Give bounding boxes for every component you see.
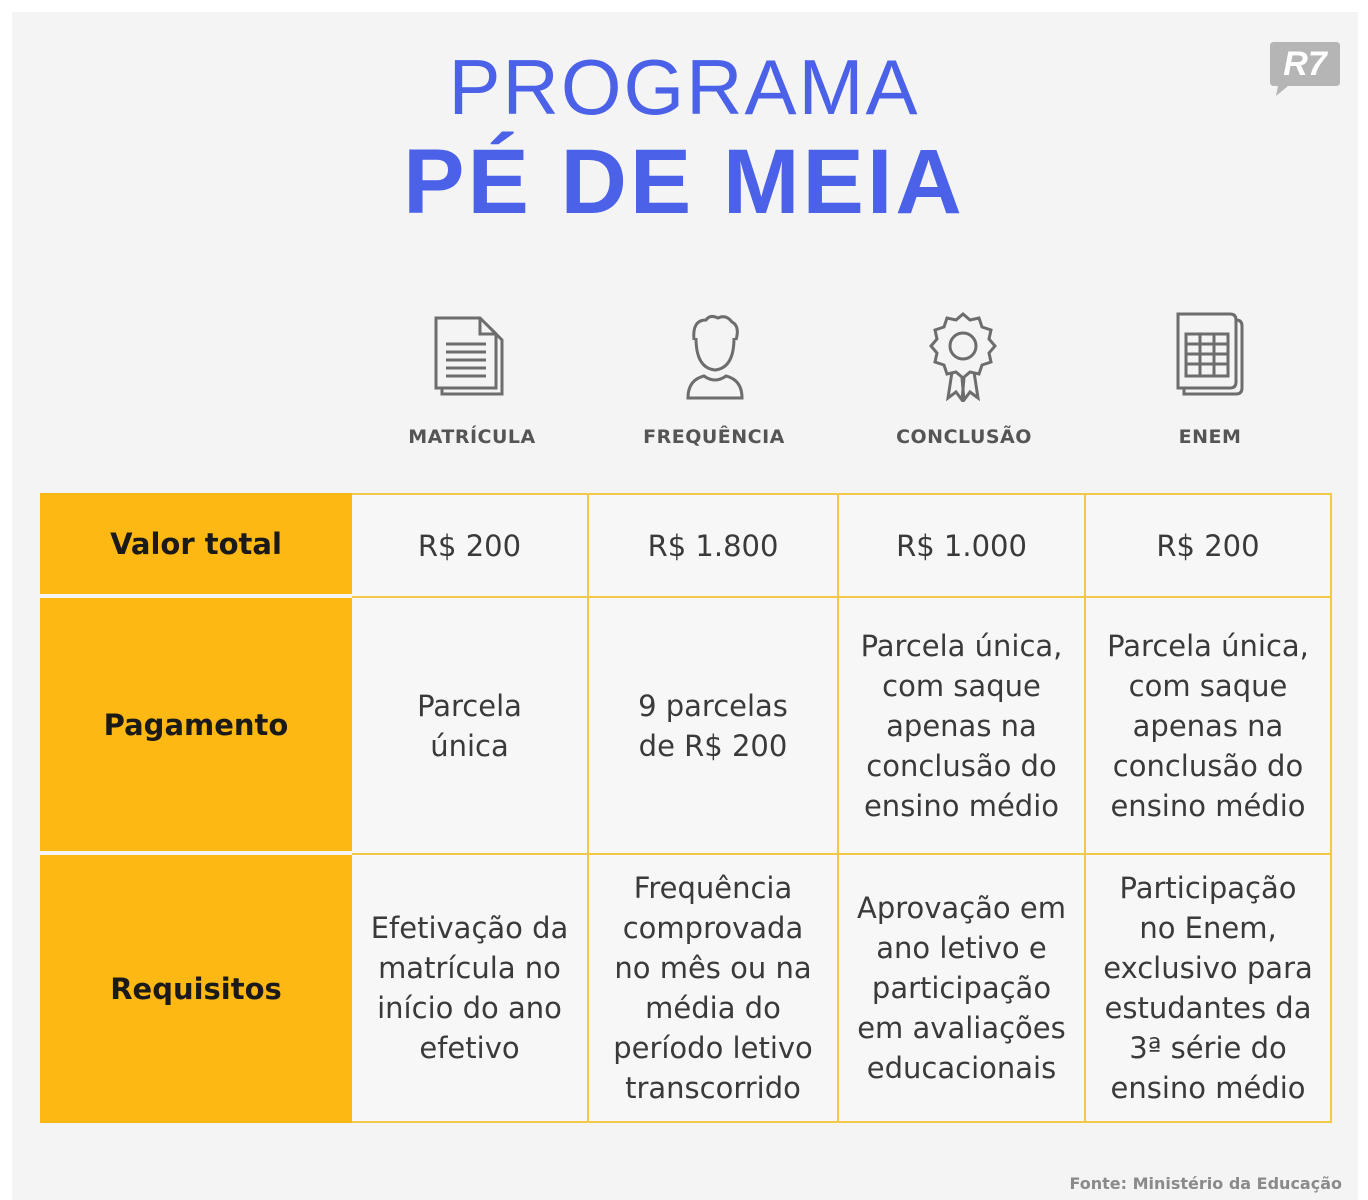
table-cell: 9 parcelas de R$ 200 bbox=[589, 598, 839, 855]
row-header-pagamento: Pagamento bbox=[40, 598, 352, 855]
title-line-2: PÉ DE MEIA bbox=[403, 131, 965, 233]
row-header-requisitos: Requisitos bbox=[40, 855, 352, 1123]
table-cell: Parcela única, com saque apenas na conclusão do ensino médio bbox=[1086, 598, 1332, 855]
benefits-table bbox=[40, 493, 1332, 1123]
table-cell: Efetivação da matrícula no início do ano efetivo bbox=[352, 855, 589, 1123]
source-note: Fonte: Ministério da Educação bbox=[1069, 1174, 1342, 1193]
title-line-1: PROGRAMA bbox=[448, 43, 920, 131]
table-cell: Parcela única bbox=[352, 598, 589, 855]
table-cell: R$ 200 bbox=[352, 493, 589, 598]
column-label-frequencia: FREQUÊNCIA bbox=[643, 426, 785, 448]
table-cell: Parcela única, com saque apenas na conclusão do ensino médio bbox=[839, 598, 1086, 855]
row-header-valor-total: Valor total bbox=[40, 493, 352, 598]
table-cell: R$ 1.000 bbox=[839, 493, 1086, 598]
table-cell: R$ 200 bbox=[1086, 493, 1332, 598]
column-label-matricula: MATRÍCULA bbox=[408, 426, 536, 448]
document-icon bbox=[426, 306, 516, 402]
student-icon bbox=[670, 306, 760, 402]
table-cell: Participação no Enem, exclusivo para estudantes da 3ª série do ensino médio bbox=[1086, 855, 1332, 1123]
spreadsheet-icon bbox=[1166, 306, 1256, 402]
award-ribbon-icon bbox=[918, 306, 1008, 402]
logo-text: R7 bbox=[1283, 45, 1327, 83]
column-label-enem: ENEM bbox=[1178, 426, 1242, 448]
table-cell: Frequência comprovada no mês ou na média do período letivo transcorrido bbox=[589, 855, 839, 1123]
column-label-conclusao: CONCLUSÃO bbox=[896, 426, 1032, 448]
table-cell: R$ 1.800 bbox=[589, 493, 839, 598]
table-cell: Aprovação em ano letivo e participação em avaliações educacionais bbox=[839, 855, 1086, 1123]
